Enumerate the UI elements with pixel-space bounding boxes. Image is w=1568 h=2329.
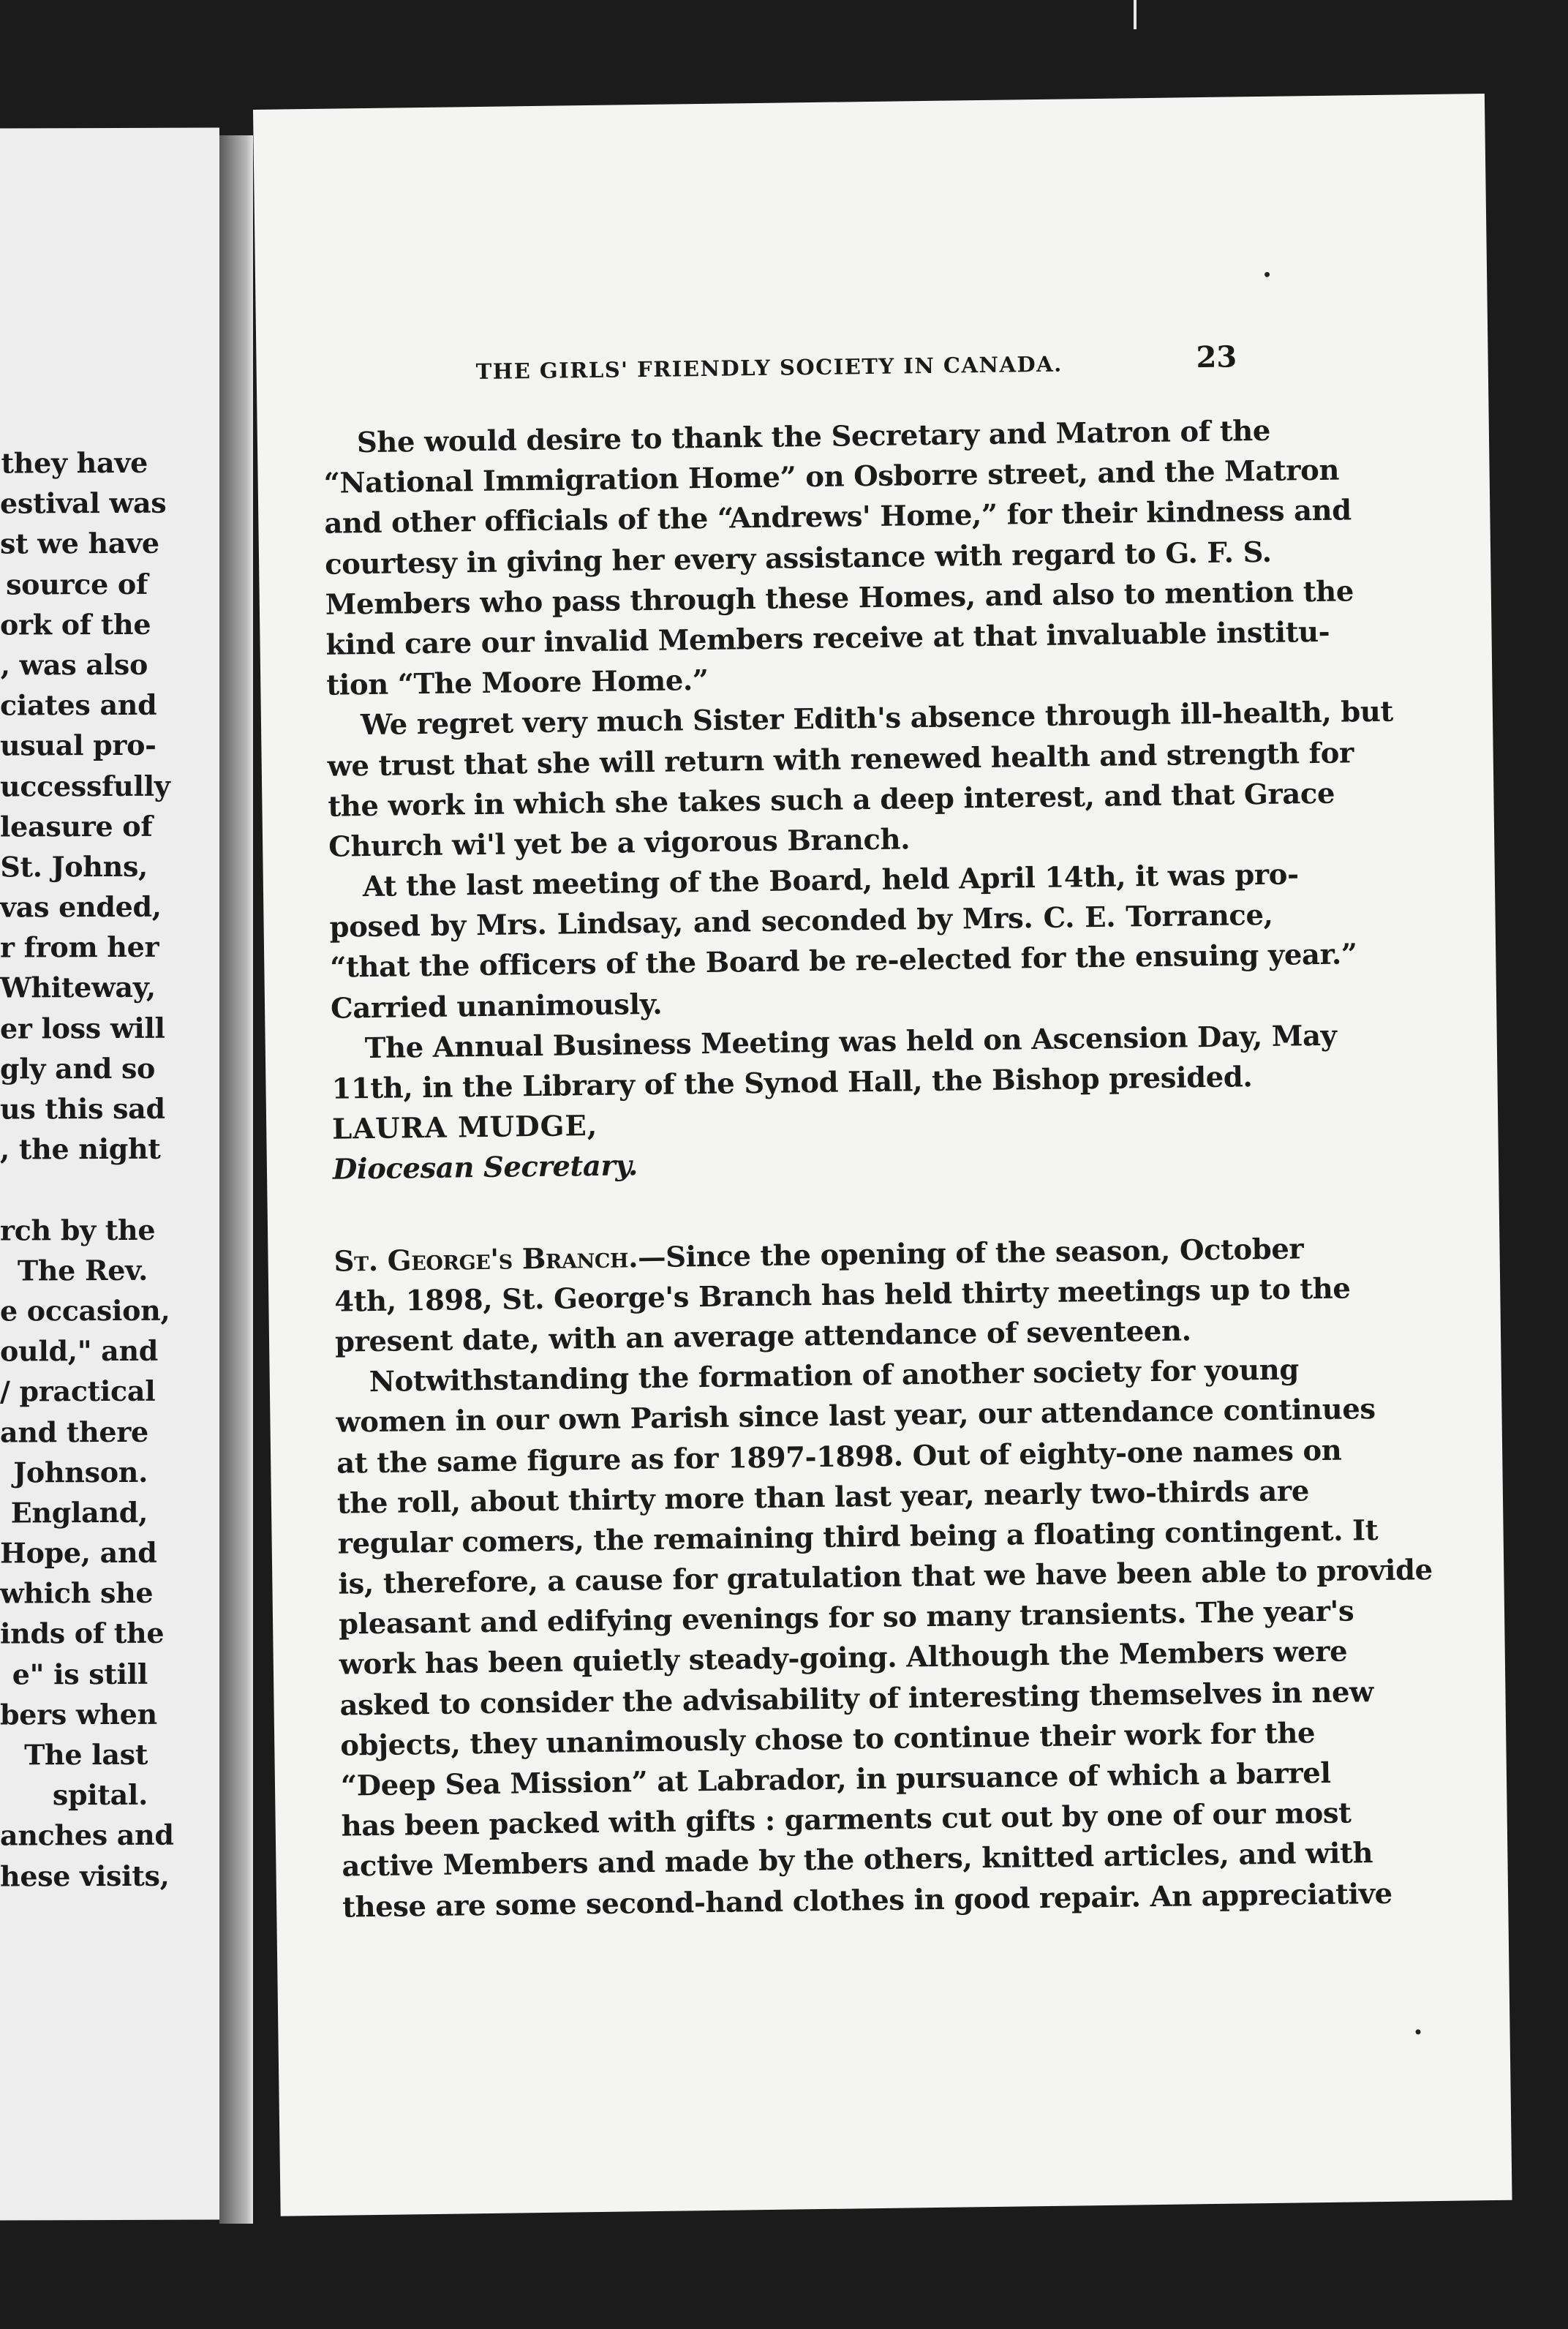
text-line: present date, with an average attendance of seventeen. [334, 1314, 1191, 1359]
text-line: work has been quietly steady-going. Although the Members were [339, 1636, 1348, 1682]
text-line: objects, they unanimously chose to continue their work for the [339, 1716, 1316, 1763]
left-line: and there [0, 1415, 148, 1449]
text-line: 11th, in the Library of the Synod Hall, the Bishop presided. [331, 1061, 1253, 1106]
left-line: source of [6, 567, 148, 601]
left-line: r from her [0, 930, 159, 964]
left-line: e occasion, [0, 1293, 170, 1328]
left-line: leasure of [0, 809, 153, 843]
branch-heading: St. George's Branch. [333, 1241, 638, 1279]
scan-edge-mark [1134, 0, 1137, 29]
left-line: anches and [0, 1818, 174, 1852]
left-line: Johnson. [13, 1455, 148, 1489]
left-line: they have [1, 445, 148, 480]
left-line: uccessfully [0, 769, 170, 803]
text-line: At the last meeting of the Board, held April 14th, it was pro- [362, 858, 1299, 904]
left-line: ciates and [0, 688, 157, 722]
text-line: the work in which she takes such a deep interest, and that Grace [328, 777, 1335, 824]
text-line: Notwithstanding the formation of another society for young [369, 1353, 1300, 1399]
text-line: has been packed with gifts : garments cut out by one of our most [341, 1796, 1352, 1843]
text-line: “Deep Sea Mission” at Labrador, in pursuance of which a barrel [340, 1756, 1331, 1803]
text-line: we trust that she will return with renewed health and strength for [327, 736, 1354, 783]
text-line: kind care our invalid Members receive at that invaluable institu- [325, 615, 1330, 662]
left-line: ork of the [0, 607, 151, 641]
left-line: Whiteway, [0, 971, 156, 1004]
left-line: Hope, and [0, 1535, 157, 1570]
paper-speck [1264, 272, 1270, 277]
left-line: bers when [0, 1697, 157, 1731]
left-line: St. Johns, [0, 849, 148, 884]
left-line: spital. [52, 1778, 148, 1812]
left-line: inds of the [0, 1617, 165, 1650]
text-line: tion “The Moore Home.” [326, 664, 709, 702]
left-line: which she [0, 1576, 154, 1610]
left-line: , was also [0, 647, 148, 682]
text-line: 4th, 1898, St. George's Branch has held thirty meetings up to the [334, 1272, 1351, 1319]
left-line: usual pro- [0, 729, 157, 762]
right-page [253, 94, 1512, 2216]
signature-title: Diocesan Secretary. [332, 1149, 638, 1187]
left-line [0, 1169, 148, 1210]
page-body [323, 411, 1433, 1927]
text-line: active Members and made by the others, knitted articles, and with [342, 1837, 1373, 1884]
page-number: 23 [1196, 339, 1237, 375]
left-line: ould," and [0, 1333, 159, 1368]
left-line: hese visits, [0, 1859, 170, 1893]
left-line: rch by the [0, 1213, 156, 1247]
paper-speck [1415, 2029, 1420, 2034]
left-line: / practical [0, 1374, 156, 1408]
left-line: st we have [0, 527, 159, 560]
left-line: , the night [0, 1132, 161, 1166]
text-line: Church wi'l yet be a vigorous Branch. [328, 823, 911, 864]
text-line: is, therefore, a cause for gratulation that we have been able to provide [338, 1554, 1433, 1601]
text-line: The Annual Business Meeting was held on Ascension Day, May [364, 1019, 1337, 1065]
text-line: regular comers, the remaining third being a floating contingent. It [337, 1513, 1379, 1561]
text-line: “that the officers of the Board be re-elected for the ensuing year.” [330, 938, 1357, 985]
text-line: and other officials of the “Andrews' Home,” for their kindness and [324, 494, 1352, 541]
text-line: courtesy in giving her every assistance with regard to G. F. S. [324, 535, 1272, 582]
text-line: Carried unanimously. [330, 987, 663, 1026]
text-line: She would desire to thank the Secretary and Matron of the [356, 414, 1271, 460]
text-line: posed by Mrs. Lindsay, and seconded by Mrs. C. E. Torrance, [329, 899, 1273, 944]
text-line: We regret very much Sister Edith's absence through ill-health, but [360, 695, 1394, 742]
text-line: pleasant and edifying evenings for so many transients. The year's [338, 1595, 1354, 1641]
book-gutter [219, 135, 253, 2224]
text-line: asked to consider the advisability of interesting themselves in new [339, 1675, 1374, 1723]
left-line: e" is still [12, 1657, 148, 1691]
left-line: vas ended, [0, 889, 162, 924]
left-line: gly and so [0, 1051, 156, 1086]
left-line: us this sad [0, 1091, 165, 1126]
left-line: The Rev. [17, 1253, 148, 1287]
text-line: at the same figure as for 1897-1898. Out of eighty-one names on [336, 1434, 1342, 1480]
text-line: women in our own Parish since last year, our attendance continues [336, 1393, 1376, 1440]
left-line: England, [10, 1495, 148, 1530]
text-line: the roll, about thirty more than last year, nearly two-thirds are [336, 1474, 1310, 1521]
text-run: —Since the opening of the season, October [637, 1232, 1304, 1274]
signature-name: LAURA MUDGE, [331, 1110, 598, 1146]
left-page-text [0, 443, 174, 1896]
text-line: Members who pass through these Homes, and also to mention the [325, 575, 1354, 622]
text-line: these are some second-hand clothes in good repair. An appreciative [342, 1877, 1393, 1924]
left-line: estival was [0, 486, 167, 520]
text-line: “National Immigration Home” on Osborre street, and the Matron [323, 454, 1340, 500]
left-line: er loss will [0, 1011, 165, 1045]
running-header: THE GIRLS' FRIENDLY SOCIETY IN CANADA. [475, 351, 1063, 385]
left-facing-page [0, 127, 219, 2220]
left-line: The last [24, 1737, 148, 1772]
